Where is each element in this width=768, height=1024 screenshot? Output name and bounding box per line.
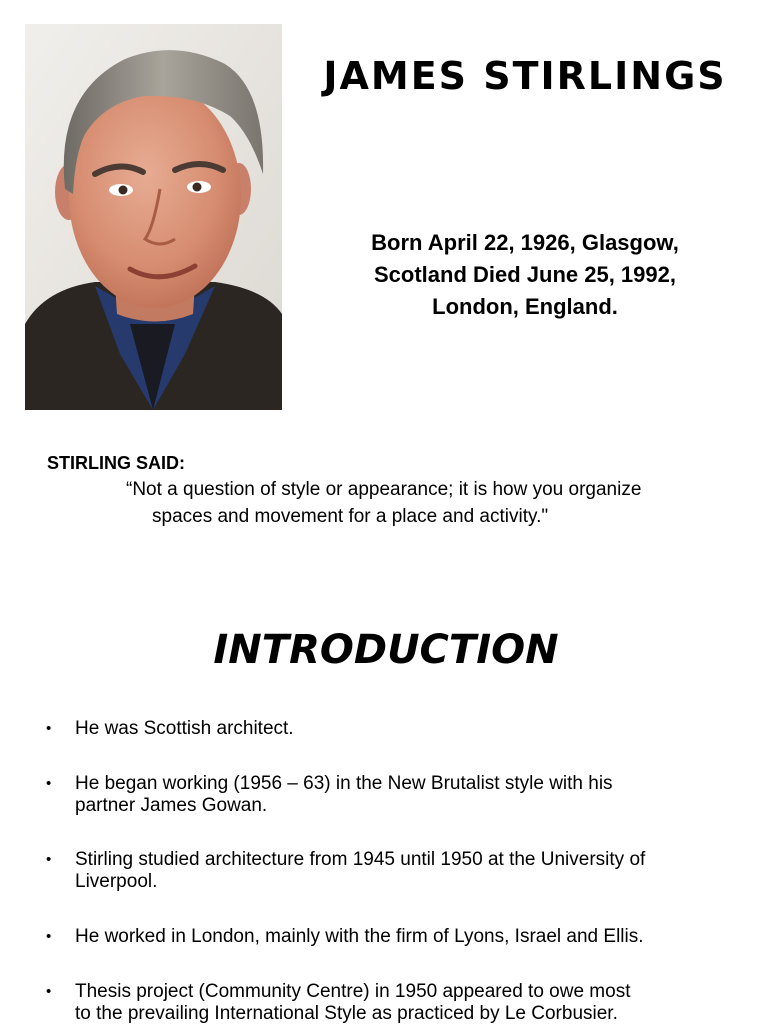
page-title: JAMES STIRLINGS: [323, 54, 727, 98]
list-item: [46, 718, 736, 740]
list-item: [46, 926, 736, 948]
list-item-line: He worked in London, mainly with the firm of Lyons, Israel and Ellis.: [75, 926, 644, 947]
list-item: [46, 981, 736, 1024]
list-item-line: Liverpool.: [75, 871, 158, 892]
section-heading-introduction: INTRODUCTION: [213, 627, 559, 673]
bullet-icon: •: [46, 928, 52, 945]
list-item-line: He began working (1956 – 63) in the New Brutalist style with his: [75, 773, 613, 794]
bio-line: Scotland Died June 25, 1992,: [373, 262, 676, 287]
bio-line: London, England.: [432, 294, 618, 319]
bullet-icon: •: [46, 851, 52, 868]
list-item-text: [75, 718, 736, 740]
list-item-text: [75, 849, 736, 893]
bio-line: Born April 22, 1926, Glasgow,: [371, 230, 679, 255]
portrait-photo: [25, 24, 282, 410]
quote-line: “Not a question of style or appearance; it is how you organize: [126, 479, 642, 500]
quote-line: spaces and movement for a place and activity.": [152, 506, 549, 527]
list-item-line: Thesis project (Community Centre) in 1950 appeared to owe most: [75, 981, 631, 1002]
quote-label: STIRLING SAID:: [47, 453, 185, 473]
portrait-illustration: [25, 24, 282, 410]
bullet-icon: •: [46, 720, 52, 737]
quote-text: [126, 476, 746, 530]
bullet-icon: •: [46, 983, 52, 1000]
bullet-icon: •: [46, 775, 52, 792]
list-item-line: partner James Gowan.: [75, 795, 268, 816]
list-item-line: Stirling studied architecture from 1945 until 1950 at the University of: [75, 849, 646, 870]
list-item-line: He was Scottish architect.: [75, 718, 294, 739]
list-item: [46, 773, 736, 817]
list-item-text: [75, 926, 736, 948]
list-item-text: [75, 981, 736, 1024]
biography-summary: [300, 227, 750, 323]
list-item: [46, 849, 736, 893]
list-item-line: to the prevailing International Style as practiced by Le Corbusier.: [75, 1003, 618, 1024]
list-item-text: [75, 773, 736, 817]
